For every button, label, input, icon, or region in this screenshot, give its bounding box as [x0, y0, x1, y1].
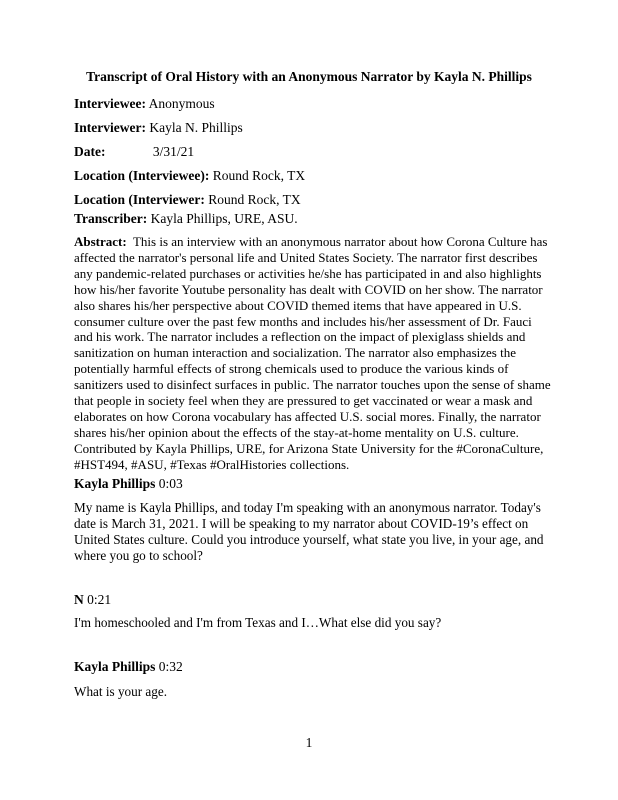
speaker-name: N: [74, 592, 84, 607]
date-label: Date:: [74, 144, 106, 159]
document-title: Transcript of Oral History with an Anonymous Narrator by Kayla N. Phillips: [86, 69, 532, 84]
transcript-paragraph: What is your age.: [74, 684, 168, 699]
date-value: 3/31/21: [152, 144, 195, 159]
interviewee-line: [74, 96, 215, 112]
timestamp: 0:32: [158, 659, 183, 674]
location-interviewer-value: Round Rock, TX: [208, 192, 301, 207]
speaker-heading: [74, 659, 183, 675]
page-number: 1: [305, 735, 313, 750]
transcript-paragraph: My name is Kayla Phillips, and today I'm speaking with an anonymous narrator. Today's date is March 31, 2021. I will be speaking to my narrator about COVID-19’s effect on United States culture. Could you introduce yourself, what state you live, in your age, and where you go to school?: [74, 500, 544, 563]
timestamp: 0:03: [158, 476, 183, 491]
transcriber-label: Transcriber:: [74, 211, 148, 226]
interviewer-label: Interviewer:: [74, 120, 146, 135]
abstract-text: This is an interview with an anonymous narrator about how Corona Culture has affected the narrator's personal life and United States Society. The narrator first describes any pandemic-related purchases or activities he/she has participated in and also highlights how his/her favorite Youtube personality has dealt with COVID on her show. The narrator also shares his/her perspective about COVID themed items that have appeared in U.S. consumer culture over the past few months and includes his/her assessment of Dr. Fauci and his work. The narrator includes a reflection on the impact of plexiglass shields and sanitization on human interaction and socialization. The narrator also emphasizes the potentially harmful effects of strong chemicals used to produce the various kinds of sanitizers used to disinfect surfaces in public. The narrator touches upon the sense of shame that people in society feel when they are pressured to get vaccinated or wear a mask and elaborates on how Corona vocabulary has affected U.S. social mores. Finally, the narrator shares his/her opinion about the effects of the stay-at-home mentality on U.S. culture. Contributed by Kayla Phillips, URE, for Arizona State University for the #CoronaCulture, #HST494, #ASU, #Texas #OralHistories collections.: [74, 234, 551, 472]
interviewer-value: Kayla N. Phillips: [149, 120, 243, 135]
location-interviewee-value: Round Rock, TX: [212, 168, 306, 183]
location-interviewer-label: Location (Interviewer:: [74, 192, 205, 207]
transcript-paragraph: I'm homeschooled and I'm from Texas and I…What else did you say?: [74, 615, 442, 630]
interviewee-label: Interviewee:: [74, 96, 146, 111]
abstract-paragraph: [74, 234, 552, 473]
interviewee-value: Anonymous: [148, 96, 215, 111]
speaker-name: Kayla Phillips: [74, 476, 156, 491]
timestamp: 0:21: [87, 592, 112, 607]
speaker-name: Kayla Phillips: [74, 659, 156, 674]
transcriber-line: [74, 211, 298, 227]
location-interviewer-line: [74, 192, 301, 208]
date-line: [74, 144, 194, 160]
speaker-heading: [74, 592, 111, 608]
location-interviewee-label: Location (Interviewee):: [74, 168, 210, 183]
speaker-heading: [74, 476, 183, 492]
location-interviewee-line: [74, 168, 305, 184]
abstract-label: Abstract:: [74, 234, 127, 249]
transcriber-value: Kayla Phillips, URE, ASU.: [150, 211, 298, 226]
interviewer-line: [74, 120, 243, 136]
